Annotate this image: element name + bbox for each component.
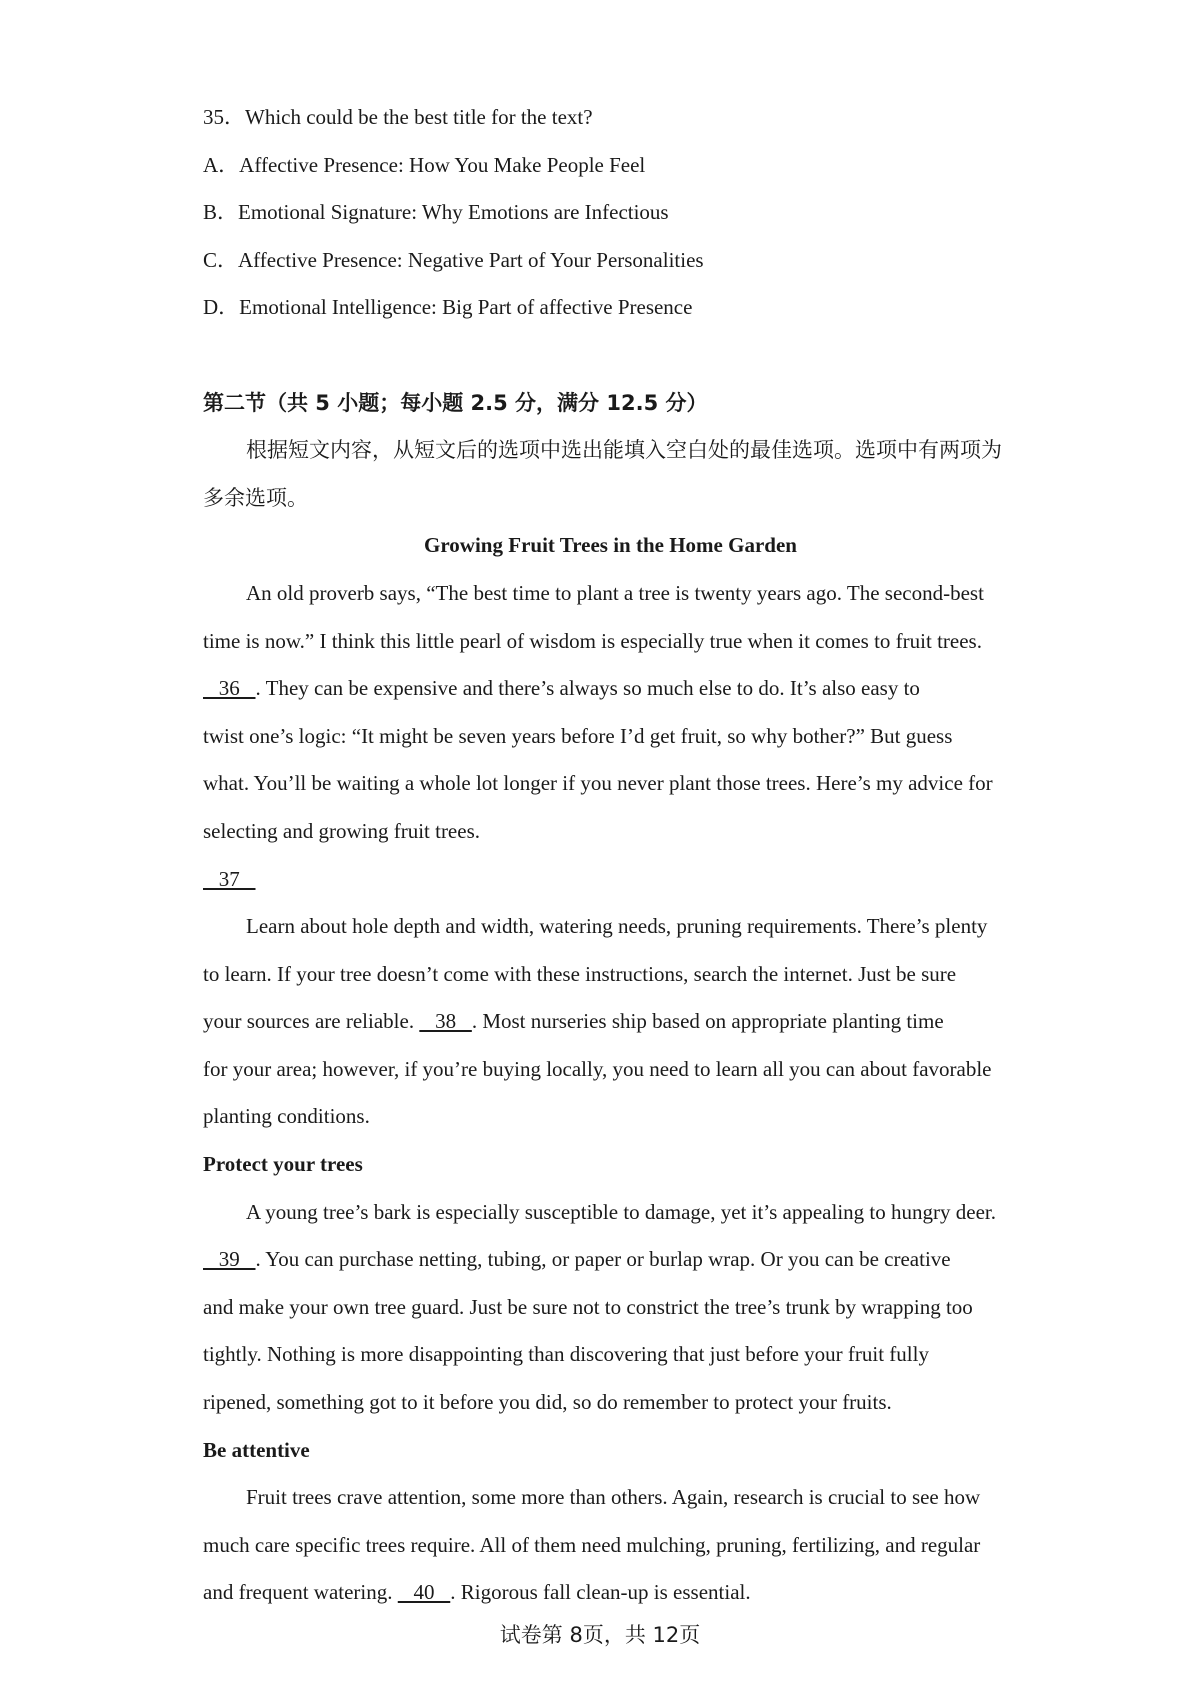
paragraph-1-line-3 xyxy=(203,665,1018,713)
blank-38: 38 xyxy=(419,1009,472,1034)
paragraph-4-line-1: Fruit trees crave attention, some more than others. Again, research is crucial to see how xyxy=(246,1485,981,1510)
blank-40: 40 xyxy=(397,1580,451,1605)
paragraph-1-line-4: twist one’s logic: “It might be seven years before I’d get fruit, so why bother?” But guess xyxy=(203,723,953,748)
paragraph-4-line-2: much care specific trees require. All of them need mulching, pruning, fertilizing, and regular xyxy=(203,1532,981,1557)
section-instruction-line-1: 根据短文内容，从短文后的选项中选出能填入空白处的最佳选项。选项中有两项为 xyxy=(246,438,1002,463)
question-35-option-b: B．Emotional Signature: Why Emotions are Infectious xyxy=(203,200,669,225)
paragraph-2-line-5: planting conditions. xyxy=(203,1104,370,1129)
paragraph-4-line-3 xyxy=(203,1569,1018,1617)
question-35-option-d: D．Emotional Intelligence: Big Part of affective Presence xyxy=(203,295,693,320)
paragraph-3-line-2 xyxy=(203,1236,1018,1284)
exam-page xyxy=(203,94,1018,1617)
paragraph-2-line-3-rest: . Most nurseries ship based on appropriate planting time xyxy=(471,1009,944,1034)
article-title: Growing Fruit Trees in the Home Garden xyxy=(424,533,797,558)
paragraph-2-line-4: for your area; however, if you’re buying locally, you need to learn all you can about favorable xyxy=(203,1056,992,1081)
section-spacer xyxy=(203,332,1018,380)
subheading-protect-your-trees: Protect your trees xyxy=(203,1152,363,1177)
paragraph-2-line-3 xyxy=(203,998,1018,1046)
section-heading: 第二节（共 5 小题；每小题 2.5 分，满分 12.5 分） xyxy=(203,390,708,415)
question-35-stem: 35．Which could be the best title for the text? xyxy=(203,105,593,129)
paragraph-4-line-3-rest: . Rigorous fall clean-up is essential. xyxy=(450,1580,751,1605)
heading-line-37 xyxy=(203,856,1018,904)
paragraph-3-line-3: and make your own tree guard. Just be sure not to constrict the tree’s trunk by wrapping too xyxy=(203,1294,973,1319)
question-35-option-c: C．Affective Presence: Negative Part of Your Personalities xyxy=(203,247,704,272)
section-instruction-line-2: 多余选项。 xyxy=(203,485,308,510)
paragraph-1-line-1: An old proverb says, “The best time to plant a tree is twenty years ago. The second-best xyxy=(246,580,984,605)
blank-39: 39 xyxy=(203,1247,256,1272)
paragraph-1-line-5: what. You’ll be waiting a whole lot longer if you never plant those trees. Here’s my advice for xyxy=(203,771,993,796)
subheading-be-attentive: Be attentive xyxy=(203,1437,310,1462)
blank-37: 37 xyxy=(203,866,256,891)
question-35-option-a: A．Affective Presence: How You Make People Feel xyxy=(203,152,646,177)
paragraph-3-line-4: tightly. Nothing is more disappointing than discovering that just before your fruit fully xyxy=(203,1342,929,1367)
paragraph-1-line-3-text: . They can be expensive and there’s always so much else to do. It’s also easy to xyxy=(255,676,920,701)
paragraph-3-line-1: A young tree’s bark is especially susceptible to damage, yet it’s appealing to hungry deer. xyxy=(246,1199,996,1224)
blank-36: 36 xyxy=(203,676,256,701)
paragraph-2-line-1: Learn about hole depth and width, watering needs, pruning requirements. There’s plenty xyxy=(246,914,988,939)
paragraph-4-line-3-pre: and frequent watering. xyxy=(203,1580,398,1605)
paragraph-2-line-3-pre: your sources are reliable. xyxy=(203,1009,420,1034)
paragraph-3-line-5: ripened, something got to it before you did, so do remember to protect your fruits. xyxy=(203,1390,892,1415)
paragraph-3-line-2-rest: . You can purchase netting, tubing, or paper or burlap wrap. Or you can be creative xyxy=(255,1247,951,1272)
paragraph-2-line-2: to learn. If your tree doesn’t come with these instructions, search the internet. Just be sure xyxy=(203,961,957,986)
page-footer: 试卷第 8页，共 12页 xyxy=(499,1623,701,1647)
paragraph-1-line-6: selecting and growing fruit trees. xyxy=(203,818,480,843)
paragraph-1-line-2: time is now.” I think this little pearl of wisdom is especially true when it comes to fruit trees. xyxy=(203,628,982,653)
